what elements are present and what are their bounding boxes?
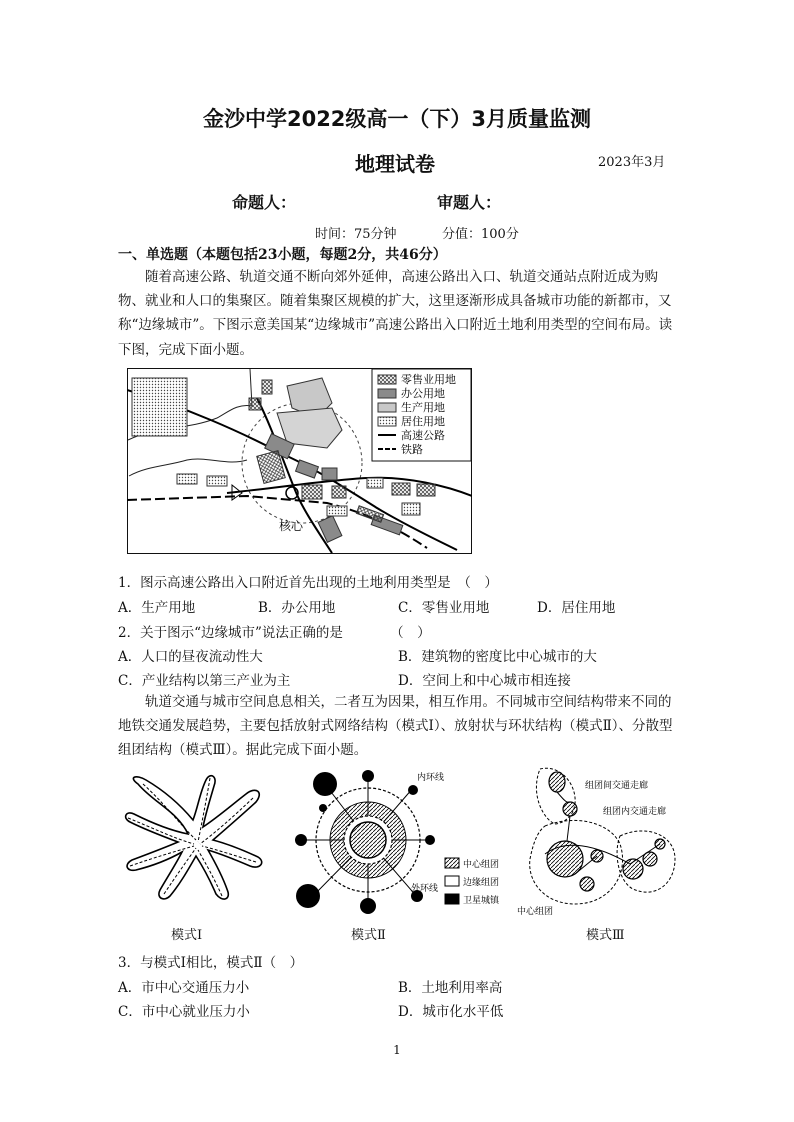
q3-option-b: B．土地利用率高: [398, 980, 503, 996]
legend-swatch-retail: [378, 375, 396, 384]
mode-3-label: 模式Ⅲ: [586, 928, 625, 943]
q3-option-d: D．城市化水平低: [398, 1004, 504, 1020]
q2-option-c: C．产业结构以第三产业为主: [118, 673, 291, 689]
residential-plot: [402, 503, 420, 515]
legend-swatch-office: [378, 389, 396, 398]
mode-3-diagram: [515, 764, 685, 924]
exam-time: 时间：75分钟: [315, 227, 397, 242]
q1-option-d: D．居住用地: [537, 600, 616, 616]
q1-option-c: C．零售业用地: [398, 600, 490, 616]
retail-plot: [332, 486, 346, 498]
exam-subject: 地理试卷: [355, 152, 435, 176]
question-3-stem: 3．与模式Ⅰ相比，模式Ⅱ（ ）: [118, 955, 304, 971]
question-2-stem: 2．关于图示“边缘城市”说法正确的是 （ ）: [118, 625, 431, 641]
retail-plot: [417, 484, 435, 496]
author-label: 命题人：: [232, 193, 297, 212]
center-cluster: [350, 822, 386, 858]
inner-ring-label: 内环线: [417, 773, 445, 783]
legend-label-highway: 高速公路: [401, 429, 445, 442]
mode-2-diagram: [293, 768, 511, 918]
center-cluster-label: 中心组团: [517, 907, 554, 917]
section-heading: 一、单选题（本题包括23小题，每题2分，共46分）: [118, 247, 447, 263]
legend-swatch-satellite: [445, 894, 459, 904]
exam-score: 分值：100分: [442, 227, 519, 242]
question-1-stem: 1．图示高速公路出入口附近首先出现的土地利用类型是 （ ）: [118, 575, 498, 591]
residential-plot: [207, 476, 227, 486]
q2-option-b: B．建筑物的密度比中心城市的大: [398, 649, 597, 665]
q2-option-d: D．空间上和中心城市相连接: [398, 673, 571, 689]
exam-title: 金沙中学2022级高一（下）3月质量监测: [202, 107, 592, 131]
legend-swatch-production: [378, 403, 396, 412]
office-plot: [322, 468, 337, 480]
q3-option-c: C．市中心就业压力小: [118, 1004, 250, 1020]
q3-option-a: A．市中心交通压力小: [118, 980, 250, 996]
legend-label-office: 办公用地: [401, 387, 445, 400]
residential-plot: [177, 474, 197, 484]
legend-swatch-edge: [445, 876, 459, 886]
passage-1: 随着高速公路、轨道交通不断向郊外延伸，高速公路出入口、轨道交通站点附近成为购物、就业和人口的集聚区。随着集聚区规模的扩大，这里逐渐形成具备城市功能的新都市，又称“边缘城市”。下图示意美国某“边缘城市”高速公路出入口附近土地利用类型的空间布局。读下图，完成下面小题。: [118, 269, 673, 358]
legend-label-retail: 零售业用地: [401, 373, 456, 386]
passage-2: 轨道交通与城市空间息息相关，二者互为因果，相互作用。不同城市空间结构带来不同的地铁交通发展趋势，主要包括放射式网络结构（模式Ⅰ）、放射状与环状结构（模式Ⅱ）、分散型组团结构（模式Ⅲ）。据此完成下面小题。: [118, 694, 673, 759]
mode-1-label: 模式Ⅰ: [171, 928, 203, 943]
radial-city-outline: [126, 776, 262, 899]
intra-corridor-label: 组团内交通走廊: [603, 807, 667, 817]
page-number: 1: [393, 1043, 401, 1057]
legend-edge-cluster: 边缘组团: [463, 878, 500, 888]
retail-plot: [302, 485, 322, 499]
inter-corridor-label: 组团间交通走廊: [585, 781, 649, 791]
residential-plot: [132, 378, 187, 436]
residential-plot: [367, 478, 383, 488]
legend-satellite-town: 卫星城镇: [463, 896, 500, 906]
q1-option-b: B．办公用地: [258, 600, 336, 616]
legend-label-residential: 居住用地: [401, 415, 445, 428]
residential-plot: [327, 506, 347, 516]
legend-swatch-center: [445, 858, 459, 868]
retail-plot: [262, 380, 272, 394]
mode-2-label: 模式Ⅱ: [351, 928, 386, 943]
outer-ring-label: 外环线: [411, 884, 439, 894]
core-label: 核心: [279, 519, 304, 533]
retail-plot: [249, 398, 261, 410]
exam-date: 2023年3月: [598, 155, 666, 170]
legend-label-railway: 铁路: [401, 443, 423, 456]
edge-city-map: [127, 368, 472, 554]
legend-swatch-residential: [378, 417, 396, 426]
q2-option-a: A．人口的昼夜流动性大: [118, 649, 263, 665]
legend-label-production: 生产用地: [401, 401, 445, 414]
mode-1-diagram: [118, 772, 268, 902]
reviewer-label: 审题人：: [437, 193, 502, 212]
retail-plot: [392, 483, 410, 495]
legend-center-cluster: 中心组团: [463, 860, 500, 870]
q1-option-a: A．生产用地: [118, 600, 196, 616]
